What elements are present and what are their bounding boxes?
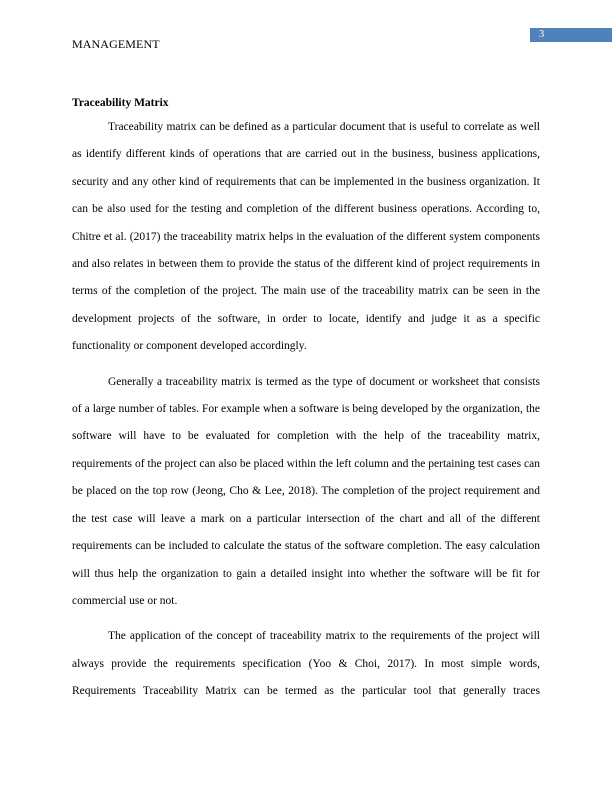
paragraph-1: Traceability matrix can be defined as a particular document that is useful to correlate as well as identify different kinds of operations that are carried out in the business, business applications, security and any other kind of requirements that can be implemented in the business organization. It can be also used for the testing and completion of the different business operations. According to, Chitre et al. (2017) the traceability matrix helps in the evaluation of the different system components and also relates in between them to provide the status of the different kind of project requirements in terms of the completion of the project. The main use of the traceability matrix can be seen in the development projects of the software, in order to locate, identify and judge it as a specific functionality or component developed accordingly. xyxy=(72,121,540,353)
section-heading: Traceability Matrix xyxy=(72,97,169,109)
page-number: 3 xyxy=(530,28,612,42)
paragraph-3: The application of the concept of traceability matrix to the requirements of the project will always provide the requirements specification (Yoo & Choi, 2017). In most simple words, Requirements Traceability Matrix can be termed as the particular tool that generally traces xyxy=(72,630,540,698)
running-head: MANAGEMENT xyxy=(72,37,160,51)
document-body xyxy=(72,95,540,714)
paragraph-2: Generally a traceability matrix is termed as the type of document or worksheet that consists of a large number of tables. For example when a software is being developed by the organization, the software will have to be evaluated for completion with the help of the traceability matrix, requirements of the project can also be placed within the left column and the pertaining test cases can be placed on the top row (Jeong, Cho & Lee, 2018). The completion of the project requirement and the test case will leave a mark on a particular intersection of the chart and all of the different requirements can be included to calculate the status of the software completion. The easy calculation will thus help the organization to gain a detailed insight into whether the software will be fit for commercial use or not. xyxy=(72,375,540,607)
